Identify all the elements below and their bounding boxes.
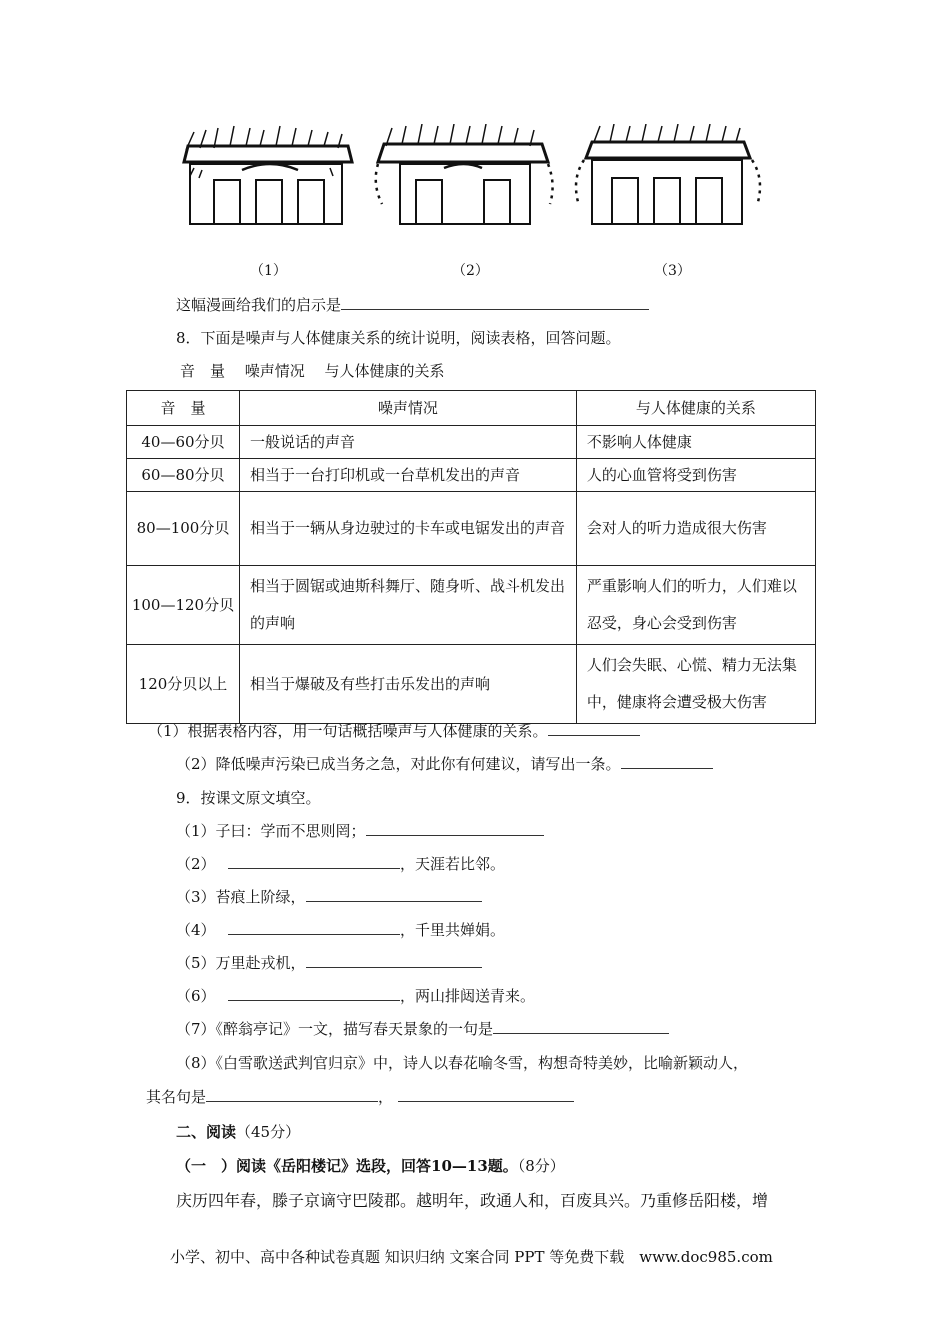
q9-item-1 (176, 820, 544, 841)
q9-item-2-text: ，天涯若比邻。 (400, 855, 506, 873)
q9-item-8-line1: （8）《白雪歌送武判官归京》中，诗人以春花喻冬雪，构想奇特美妙，比喻新颖动人， (176, 1054, 749, 1072)
q9-item-8-blank-a[interactable] (206, 1086, 378, 1102)
q9-item-1-text: （1）子曰：学而不思则罔； (176, 822, 366, 840)
q7-conclusion-line (176, 294, 649, 315)
q9-item-7-blank[interactable] (493, 1018, 669, 1034)
table-header-row (127, 391, 816, 426)
house-figure-3 (568, 124, 768, 228)
table-cell: 不影响人体健康 (576, 426, 815, 459)
table-cell: 一般说话的声音 (239, 426, 576, 459)
q8-sub1-text: （1）根据表格内容，用一句话概括噪声与人体健康的关系。 (148, 722, 548, 740)
q9-item-4-num: （4） (176, 921, 216, 939)
table-cell: 相当于圆锯或迪斯科舞厅、随身听、战斗机发出的声响 (239, 566, 576, 645)
table-cell: 相当于爆破及有些打击乐发出的声响 (239, 645, 576, 724)
col-header-noise: 噪声情况 (239, 391, 576, 426)
q9-item-8-line2 (146, 1086, 574, 1107)
q9-item-7 (176, 1018, 669, 1039)
section-2-title: 二、阅读 (176, 1123, 237, 1141)
q9-item-8-blank-b[interactable] (398, 1086, 574, 1102)
reading-passage: 庆历四年春，滕子京谪守巴陵郡。越明年，政通人和，百废具兴。乃重修岳阳楼，增 (176, 1191, 769, 1210)
q9-item-8-text: 其名句是 (146, 1088, 207, 1106)
section-2-sub-title: （一 ）阅读《岳阳楼记》选段，回答10—13题。 (176, 1157, 518, 1175)
q8-question: 8．下面是噪声与人体健康关系的统计说明，阅读表格，回答问题。 (176, 329, 621, 347)
table-cell: 人的心血管将受到伤害 (576, 459, 815, 492)
section-2-heading (176, 1121, 300, 1142)
q9-item-4 (176, 919, 505, 940)
q8-sub2-blank[interactable] (621, 753, 713, 769)
q9-item-6-blank[interactable] (228, 985, 400, 1001)
q9-item-2 (176, 853, 505, 874)
q9-item-5 (176, 952, 482, 973)
q8-sub2-text: （2）降低噪声污染已成当务之急，对此你有何建议，请写出一条。 (176, 755, 621, 773)
table-cell: 80—100分贝 (127, 492, 240, 566)
table-row (127, 645, 816, 724)
q9-item-7-text: （7）《醉翁亭记》一文，描写春天景象的一句是 (176, 1020, 494, 1038)
house-figure-1 (180, 124, 355, 228)
q9-item-3-blank[interactable] (306, 886, 482, 902)
q9-item-5-text: （5）万里赴戎机， (176, 954, 306, 972)
house-figure-2 (372, 124, 557, 228)
q9-item-4-text: ，千里共婵娟。 (400, 921, 506, 939)
table-cell: 相当于一辆从身边驶过的卡车或电锯发出的声音 (239, 492, 576, 566)
col-header-volume: 音 量 (127, 391, 240, 426)
table-cell: 120分贝以上 (127, 645, 240, 724)
table-row (127, 566, 816, 645)
q9-item-8-sep: ， (378, 1088, 394, 1106)
q9-item-6 (176, 985, 535, 1006)
q9-question: 9．按课文原文填空。 (176, 789, 321, 807)
noise-health-table (126, 390, 816, 724)
q8-sub2 (176, 753, 713, 774)
q9-item-2-blank[interactable] (228, 853, 400, 869)
q9-item-5-blank[interactable] (306, 952, 482, 968)
table-cell: 100—120分贝 (127, 566, 240, 645)
table-cell: 60—80分贝 (127, 459, 240, 492)
q7-answer-blank[interactable] (341, 294, 649, 310)
q8-sub1 (148, 720, 640, 741)
q8-table-caption: 音 量 噪声情况 与人体健康的关系 (180, 362, 445, 380)
section-2-sub-score: （8分） (517, 1157, 565, 1175)
q9-item-1-blank[interactable] (366, 820, 544, 836)
table-row (127, 492, 816, 566)
page-footer: 小学、初中、高中各种试卷真题 知识归纳 文案合同 PPT 等免费下载 www.doc985.com (170, 1248, 773, 1266)
table-cell: 相当于一台打印机或一台草机发出的声音 (239, 459, 576, 492)
table-cell: 严重影响人们的听力，人们难以忍受，身心会受到伤害 (576, 566, 815, 645)
section-2-subheading (176, 1155, 565, 1176)
q7-prompt: 这幅漫画给我们的启示是 (176, 296, 342, 314)
col-header-health: 与人体健康的关系 (576, 391, 815, 426)
q9-item-6-num: （6） (176, 987, 216, 1005)
table-row (127, 459, 816, 492)
figure-caption-1: （1） (250, 263, 287, 279)
table-cell: 40—60分贝 (127, 426, 240, 459)
q8-sub1-blank[interactable] (548, 720, 640, 736)
section-2-score: （45分） (236, 1123, 301, 1141)
table-cell: 人们会失眠、心慌、精力无法集中，健康将会遭受极大伤害 (576, 645, 815, 724)
table-row (127, 426, 816, 459)
q9-item-3 (176, 886, 482, 907)
figure-caption-2: （2） (452, 263, 489, 279)
q9-item-6-text: ，两山排闼送青来。 (400, 987, 536, 1005)
q9-item-2-num: （2） (176, 855, 216, 873)
figure-caption-3: （3） (654, 263, 691, 279)
table-cell: 会对人的听力造成很大伤害 (576, 492, 815, 566)
q9-item-3-text: （3）苔痕上阶绿， (176, 888, 306, 906)
q9-item-4-blank[interactable] (228, 919, 400, 935)
